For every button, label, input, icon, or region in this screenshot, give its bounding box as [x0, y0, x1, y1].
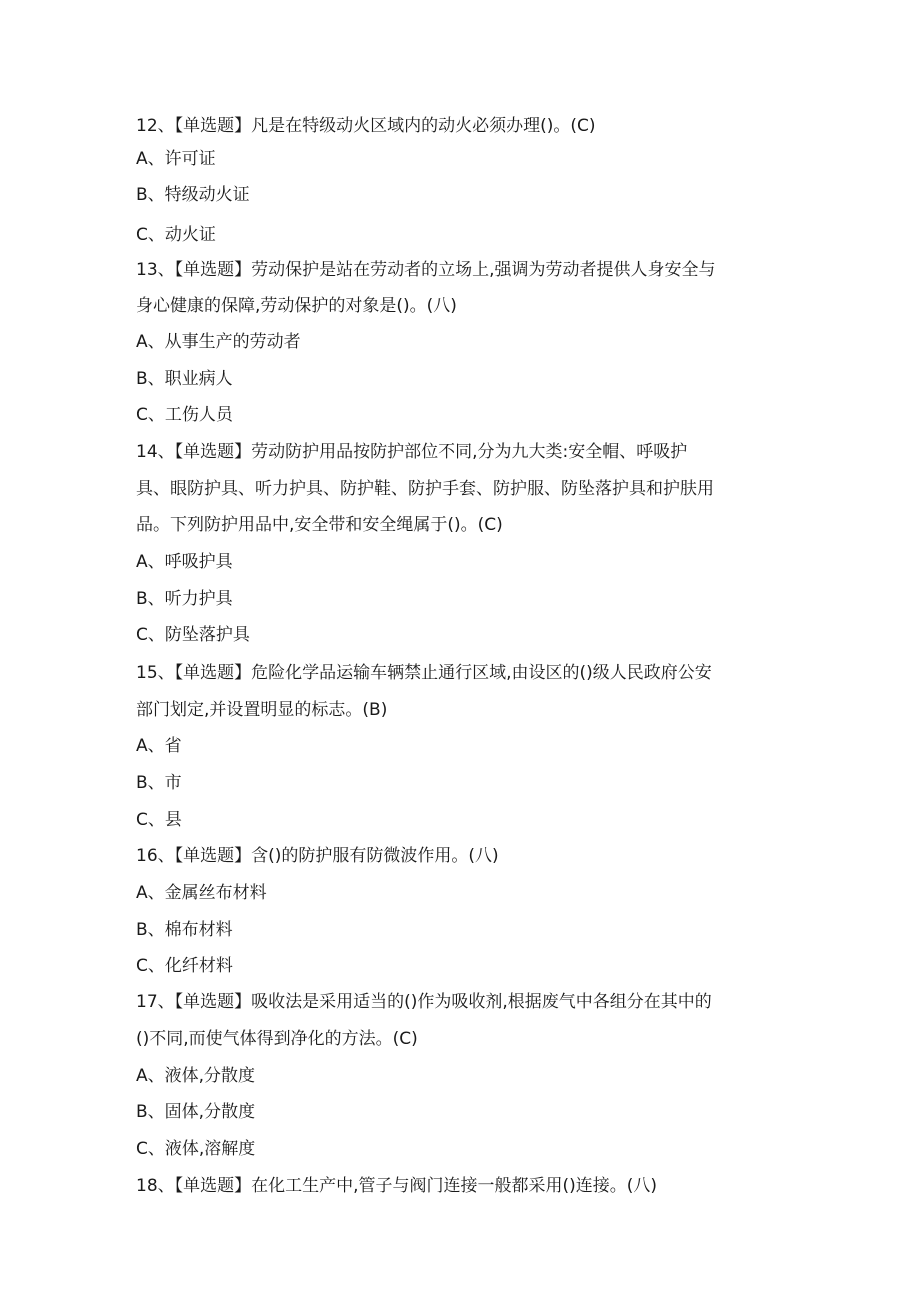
- question-12-option-b: B、特级动火证: [136, 185, 250, 205]
- question-16-option-b: B、棉布材料: [136, 920, 233, 940]
- question-16-option-c: C、化纤材料: [136, 956, 233, 976]
- question-12-option-c: C、动火证: [136, 225, 216, 245]
- question-17-option-a: A、液体,分散度: [136, 1066, 256, 1086]
- question-13-stem-line-2: 身心健康的保障,劳动保护的对象是()。(八): [136, 296, 457, 316]
- question-13-stem-line-1: 13、【单选题】劳动保护是站在劳动者的立场上,强调为劳动者提供人身安全与: [136, 260, 716, 280]
- question-17-option-b: B、固体,分散度: [136, 1102, 256, 1122]
- question-15-option-b: B、市: [136, 773, 182, 793]
- question-17-stem-line-1: 17、【单选题】吸收法是采用适当的()作为吸收剂,根据废气中各组分在其中的: [136, 992, 712, 1012]
- question-13-option-a: A、从事生产的劳动者: [136, 332, 301, 352]
- question-17-option-c: C、液体,溶解度: [136, 1139, 256, 1159]
- question-12-stem: 12、【单选题】凡是在特级动火区域内的动火必须办理()。(C): [136, 116, 596, 136]
- question-15-stem-line-2: 部门划定,并设置明显的标志。(B): [136, 700, 388, 720]
- question-12-option-a: A、许可证: [136, 149, 216, 169]
- question-14-stem-line-2: 具、眼防护具、听力护具、防护鞋、防护手套、防护服、防坠落护具和护肤用: [136, 479, 714, 499]
- question-17-stem-line-2: ()不同,而使气体得到净化的方法。(C): [136, 1029, 418, 1049]
- question-14-option-b: B、听力护具: [136, 589, 233, 609]
- question-14-option-c: C、防坠落护具: [136, 625, 250, 645]
- question-14-option-a: A、呼吸护具: [136, 552, 233, 572]
- question-15-option-c: C、县: [136, 810, 182, 830]
- question-14-stem-line-3: 品。下列防护用品中,安全带和安全绳属于()。(C): [136, 515, 503, 535]
- question-16-option-a: A、金属丝布材料: [136, 883, 267, 903]
- question-15-stem-line-1: 15、【单选题】危险化学品运输车辆禁止通行区域,由设区的()级人民政府公安: [136, 663, 712, 683]
- question-15-option-a: A、省: [136, 736, 182, 756]
- question-16-stem: 16、【单选题】含()的防护服有防微波作用。(八): [136, 846, 499, 866]
- question-18-stem: 18、【单选题】在化工生产中,管子与阀门连接一般都采用()连接。(八): [136, 1176, 658, 1196]
- question-13-option-c: C、工伤人员: [136, 405, 233, 425]
- question-13-option-b: B、职业病人: [136, 369, 233, 389]
- question-14-stem-line-1: 14、【单选题】劳动防护用品按防护部位不同,分为九大类:安全帽、呼吸护: [136, 442, 688, 462]
